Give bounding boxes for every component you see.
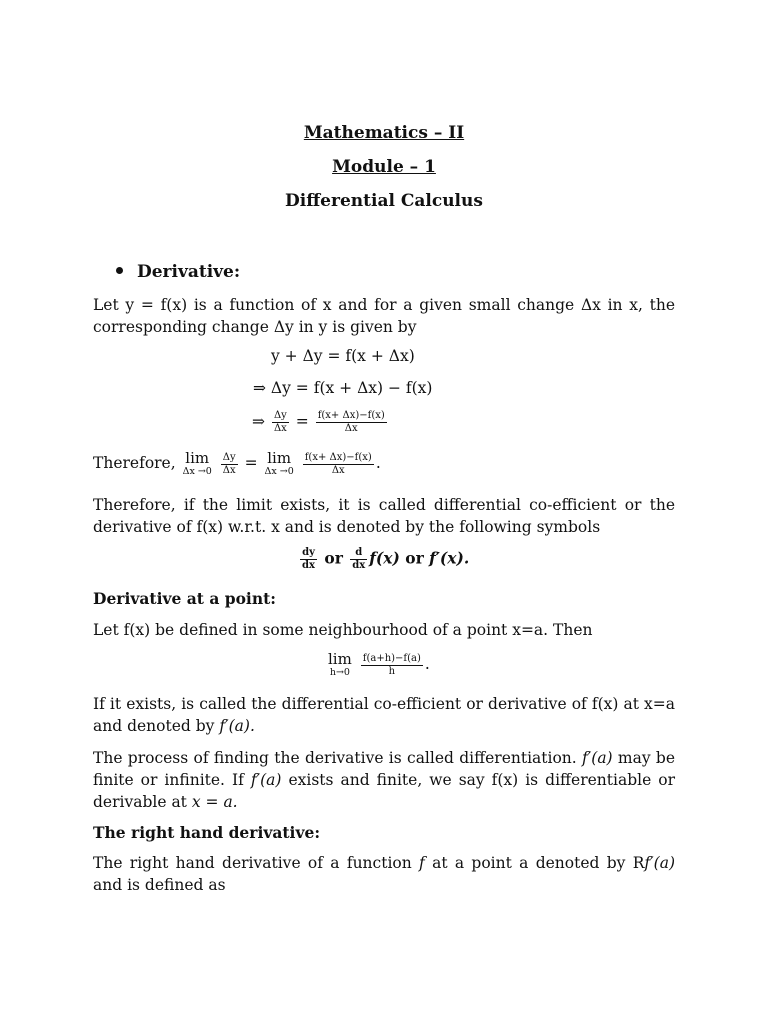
f-of-x: f(x) (369, 548, 400, 568)
heading-right-hand-derivative: The right hand derivative: (93, 823, 321, 842)
equation-derivative-at-a (326, 651, 430, 679)
limit-operator (265, 450, 294, 478)
fraction-dy-dx (272, 410, 289, 435)
frac-den: Δx (273, 423, 287, 434)
implies-symbol: ⇒ (252, 412, 265, 431)
paragraph-point: Let f(x) be defined in some neighbourhood of a point x=a. Then (93, 621, 593, 639)
therefore-text: Therefore, (93, 454, 176, 472)
frac-den: Δx (344, 423, 358, 434)
paragraph-intro: Let y = f(x) is a function of x and for a given small change Δx in x, the corresponding change Δy in y is given by (93, 296, 675, 336)
text: The right hand derivative of a function (93, 854, 412, 872)
equation-3 (252, 410, 389, 435)
limit-operator (328, 651, 352, 679)
x-equals-a: x = a. (191, 793, 238, 811)
paragraph-definition: Therefore, if the limit exists, it is called differential co-efficient or the derivative of f(x) w.r.t. x and is denoted by the following symbols (93, 496, 675, 536)
equation-2: ⇒ Δy = f(x + Δx) − f(x) (253, 379, 433, 397)
lim-word: lim (185, 449, 210, 467)
bullet-icon (116, 267, 123, 274)
paragraph-exists (93, 693, 675, 737)
course-title: Mathematics – II (303, 123, 465, 143)
period: . (424, 655, 430, 673)
fraction-dy-dx (221, 452, 238, 477)
text: and is defined as (93, 876, 226, 894)
bullet-label: Derivative: (137, 262, 241, 282)
equals-sign: = (295, 412, 309, 431)
equation-1: y + Δy = f(x + Δx) (271, 347, 415, 365)
derivative-symbols (298, 547, 469, 572)
paragraph-right-hand (93, 852, 675, 896)
text: The process of finding the derivative is called differentiation. (93, 749, 577, 767)
fraction-difference-quotient (303, 452, 374, 477)
frac-den: Δx (222, 464, 236, 476)
text: may be finite or infinite. If (93, 749, 675, 789)
limit-operator (183, 450, 212, 478)
f-prime-of-a: f′(a) (644, 854, 675, 872)
module-title: Module – 1 (332, 157, 436, 177)
frac-den: Δx (331, 464, 345, 476)
fraction-difference-quotient (361, 653, 423, 678)
frac-num: Δy (222, 451, 236, 463)
frac-num: f(a+h)−f(a) (362, 652, 421, 664)
frac-num: d (350, 547, 367, 560)
paragraph-differentiation (93, 747, 675, 813)
topic-title: Differential Calculus (285, 191, 483, 211)
lim-word: lim (267, 449, 292, 467)
or-word: or (324, 548, 343, 568)
frac-den: dx (352, 560, 366, 571)
frac-den: h (388, 665, 396, 677)
f-prime-of-a: f′(a) (250, 771, 282, 789)
fraction-dy-dx (300, 547, 317, 572)
or-word: or (405, 548, 424, 568)
f-prime-of-a: f′(a) (582, 749, 613, 767)
text: If it exists, is called the differential co-efficient or derivative of f(x) at x=a and denoted by (93, 695, 675, 735)
equation-limit (93, 450, 381, 478)
heading-derivative-at-point: Derivative at a point: (93, 589, 276, 608)
period: . (375, 454, 381, 472)
f-prime-of-a: f′(a). (219, 717, 255, 735)
frac-num: dy (300, 547, 317, 560)
frac-num: f(x+ Δx)−f(x) (304, 451, 372, 463)
lim-word: lim (328, 650, 352, 668)
text: at a point a denoted by R (432, 854, 645, 872)
lim-subscript: Δx →0 (264, 466, 294, 477)
text: exists and finite, we say f(x) is differentiable or derivable at (93, 771, 675, 811)
fraction-d-dx (350, 547, 367, 572)
lim-subscript: Δx →0 (182, 466, 212, 477)
equals-sign: = (244, 454, 258, 472)
frac-den: dx (302, 560, 315, 571)
bullet-derivative (116, 262, 240, 282)
frac-num: Δy (273, 410, 287, 421)
lim-subscript: h→0 (329, 667, 350, 678)
fraction-difference-quotient (316, 410, 387, 435)
function-f: f (419, 854, 425, 872)
f-prime-of-x: f′(x). (429, 548, 470, 568)
frac-num: f(x+ Δx)−f(x) (317, 410, 385, 421)
